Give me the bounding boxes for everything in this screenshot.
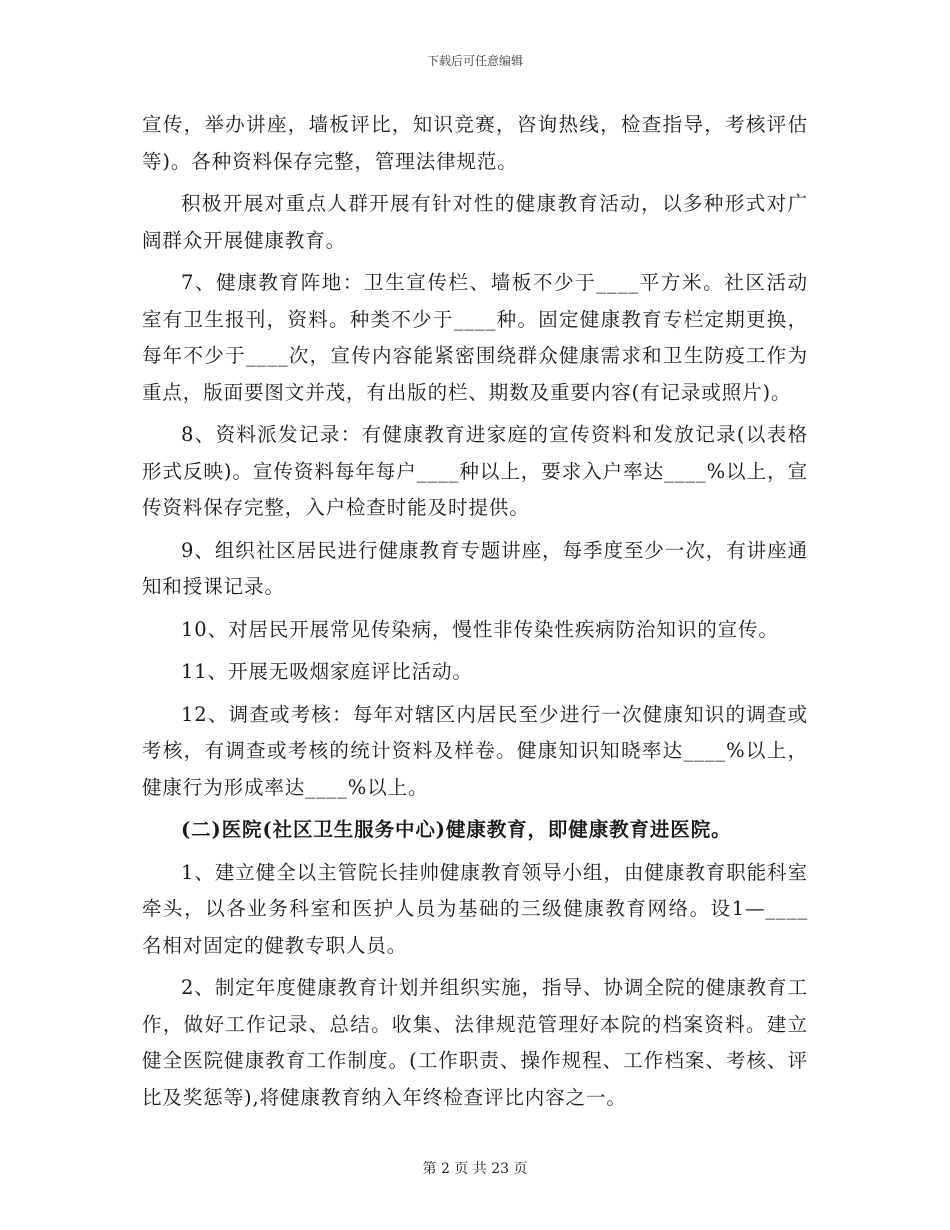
paragraph-item-8: 8、资料派发记录：有健康教育进家庭的宣传资料和发放记录(以表格形式反映)。宣传资料每年每户____种以上，要求入户率达____%以上，宣传资料保存完整，入户检查时能及时提供。: [142, 423, 808, 519]
page-footer: 第 2 页 共 23 页: [422, 1161, 528, 1177]
paragraph-item-9: 9、组织社区居民进行健康教育专题讲座，每季度至少一次，有讲座通知和授课记录。: [142, 538, 808, 598]
paragraph-1: 宣传，举办讲座，墙板评比，知识竞赛，咨询热线，检查指导，考核评估等)。各种资料保存完整，管理法律规范。: [142, 113, 808, 173]
section-heading: (二)医院(社区卫生服务中心)健康教育，即健康教育进医院。: [181, 818, 732, 841]
paragraph-item-11: 11、开展无吸烟家庭评比活动。: [181, 660, 473, 683]
paragraph-2: 积极开展对重点人群开展有针对性的健康教育活动，以多种形式对广阔群众开展健康教育。: [142, 192, 808, 252]
paragraph-hospital-2: 2、制定年度健康教育计划并组织实施，指导、协调全院的健康教育工作，做好工作记录、总结。收集、法律规范管理好本院的档案资料。建立健全医院健康教育工作制度。(工作职责、操作规程、工作档案、考核、评比及奖惩等),将健康教育纳入年终检查评比内容之一。: [142, 976, 808, 1109]
paragraph-item-7: 7、健康教育阵地：卫生宣传栏、墙板不少于____平方米。社区活动室有卫生报刊，资料。种类不少于____种。固定健康教育专栏定期更换，每年不少于____次，宣传内容能紧密围绕群众健康需求和卫生防疫工作为重点，版面要图文并茂，有出版的栏、期数及重要内容(有记录或照片)。: [142, 271, 808, 404]
paragraph-hospital-1: 1、建立健全以主管院长挂帅健康教育领导小组，由健康教育职能科室牵头，以各业务科室和医护人员为基础的三级健康教育网络。设1—____名相对固定的健教专职人员。: [142, 860, 808, 957]
paragraph-item-12: 12、调查或考核：每年对辖区内居民至少进行一次健康知识的调查或考核，有调查或考核的统计资料及样卷。健康知识知晓率达____%以上，健康行为形成率达____%以上。: [142, 702, 808, 799]
document-body: [142, 107, 808, 1122]
page-header: 下载后可任意编辑: [426, 54, 523, 68]
paragraph-item-10: 10、对居民开展常见传染病，慢性非传染性疾病防治知识的宣传。: [181, 617, 779, 641]
